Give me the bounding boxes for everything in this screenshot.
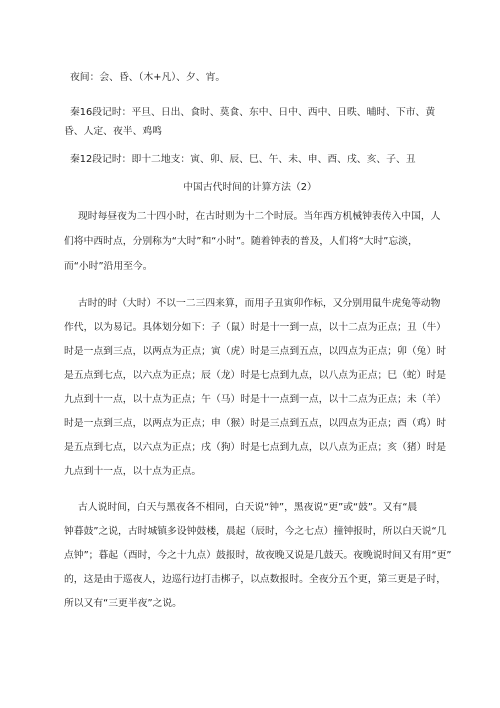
para3-line-2: 钟暮鼓”之说，古时城镇多设钟鼓楼，晨起（辰时，今之七点）撞钟报时，所以白天说“几 [64,526,447,537]
para1-line-3: 而“小时”沿用至今。 [64,261,153,272]
para1-line-2: 们将中西时点，分别称为“大时”和“小时”。随着钟表的普及，人们将“大时”忘淡， [64,236,418,247]
night-terms-line: 夜间：会、昏、（木+凡）、夕、宵。 [70,72,226,83]
qin16-line-1: 秦16段记时：平旦、日出、食时、莫食、东中、日中、西中、日昳、晡时、下市、黄 [70,107,436,118]
para3-line-4: 的，这是由于巡夜人，边巡行边打击梆子，以点数报时。全夜分五个更，第三更是子时， [64,574,447,585]
para2-line-5: 九点到十一点，以十点为正点；午（马）时是十一点到一点，以十二点为正点；未（羊） [64,394,447,405]
para3-line-3: 点钟”；暮起（酉时，今之十九点）鼓报时，故夜晚又说是几鼓天。夜晚说时间又有用“更” [64,550,452,561]
qin16-line-2: 昏、人定、夜半、鸡鸣 [64,126,162,137]
qin12-line: 秦12段记时：即十二地支：寅、卯、辰、巳、午、未、申、酉、戌、亥、子、丑 [70,154,416,165]
para2-line-4: 是五点到七点，以六点为正点；辰（龙）时是七点到九点，以八点为正点；巳（蛇）时是 [64,370,447,381]
para2-line-3: 时是一点到三点，以两点为正点；寅（虎）时是三点到五点，以四点为正点；卯（兔）时 [64,346,447,357]
para2-line-8: 九点到十一点，以十点为正点。 [64,466,202,477]
para3-line-1: 古人说时间，白天与黑夜各不相同，白天说“钟”，黑夜说“更”或“鼓”。又有“晨 [78,502,418,513]
para2-line-2: 作代，以为易记。具体划分如下：子（鼠）时是十一到一点，以十二点为正点；丑（牛） [64,322,447,333]
para3-line-5: 所以又有“三更半夜”之说。 [64,598,182,609]
para1-line-1: 现时每昼夜为二十四小时，在古时则为十二个时辰。当年西方机械钟表传入中国，人 [78,211,441,222]
para2-line-7: 是五点到七点，以六点为正点；戌（狗）时是七点到九点，以八点为正点；亥（猪）时是 [64,442,447,453]
para2-line-6: 时是一点到三点，以两点为正点；申（猴）时是三点到五点，以四点为正点；酉（鸡）时 [64,418,447,429]
section-title: 中国古代时间的计算方法（2） [183,182,317,193]
para2-line-1: 古时的时（大时）不以一二三四来算，而用子丑寅卯作标，又分别用鼠牛虎兔等动物 [78,298,441,309]
